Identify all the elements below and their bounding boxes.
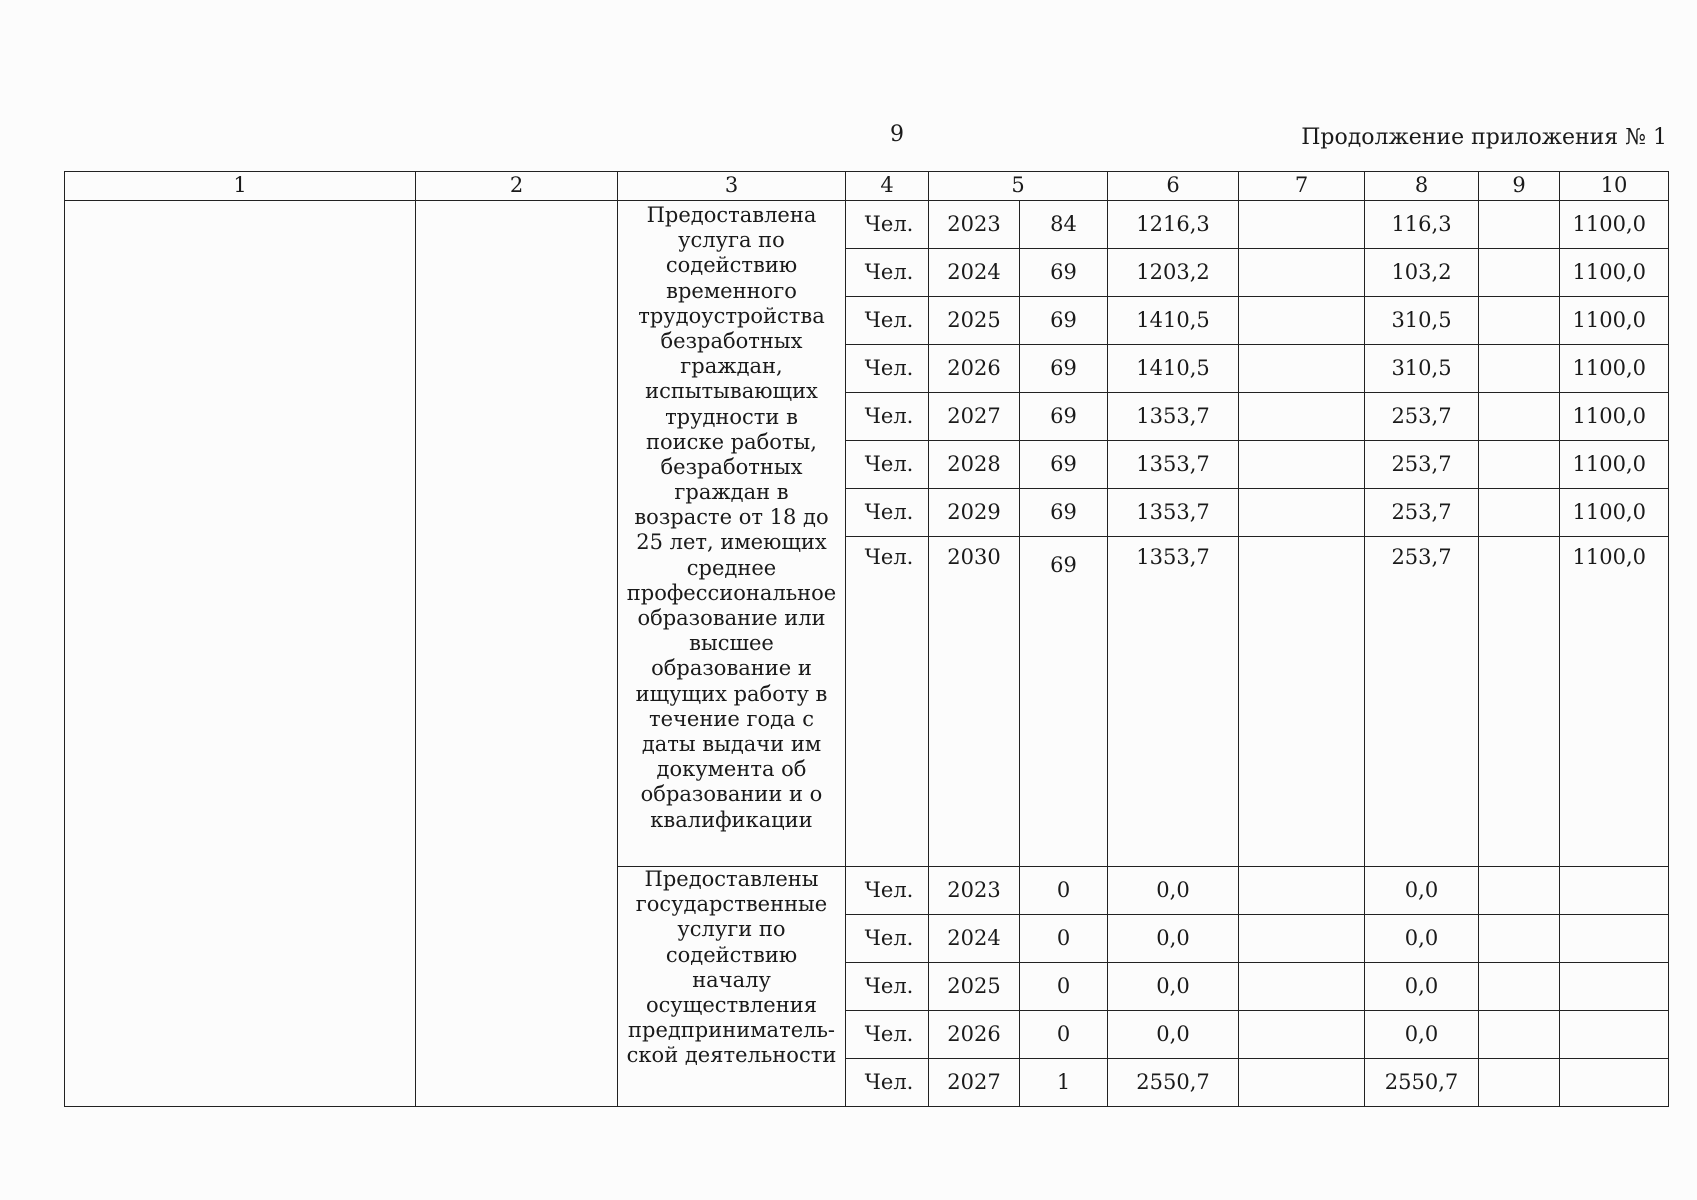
unit-cell: Чел. [846, 1011, 929, 1059]
unit-cell: Чел. [846, 201, 929, 249]
year-cell: 2027 [929, 1059, 1020, 1107]
column-2-cell [416, 201, 618, 1107]
unit-cell: Чел. [846, 297, 929, 345]
column-number: 7 [1239, 172, 1365, 201]
column-9-cell [1479, 915, 1560, 963]
column-8-cell: 310,5 [1365, 345, 1479, 393]
column-9-cell [1479, 441, 1560, 489]
unit-cell: Чел. [846, 1059, 929, 1107]
value-cell: 0 [1020, 867, 1108, 915]
column-10-cell: 1100,0 [1560, 537, 1669, 867]
year-cell: 2024 [929, 249, 1020, 297]
value-cell: 1 [1020, 1059, 1108, 1107]
value-cell: 84 [1020, 201, 1108, 249]
column-8-cell: 0,0 [1365, 867, 1479, 915]
column-9-cell [1479, 393, 1560, 441]
column-9-cell [1479, 297, 1560, 345]
value-cell: 0 [1020, 1011, 1108, 1059]
column-7-cell [1239, 489, 1365, 537]
column-8-cell: 0,0 [1365, 1011, 1479, 1059]
value-cell: 69 [1020, 345, 1108, 393]
unit-cell: Чел. [846, 867, 929, 915]
column-number: 3 [618, 172, 846, 201]
unit-cell: Чел. [846, 537, 929, 867]
column-number: 1 [65, 172, 416, 201]
column-7-cell [1239, 345, 1365, 393]
total-cell: 1353,7 [1108, 393, 1239, 441]
unit-cell: Чел. [846, 393, 929, 441]
column-number: 6 [1108, 172, 1239, 201]
column-number: 8 [1365, 172, 1479, 201]
column-8-cell: 0,0 [1365, 963, 1479, 1011]
column-10-cell: 1100,0 [1560, 297, 1669, 345]
column-8-cell: 0,0 [1365, 915, 1479, 963]
appendix-label: Продолжение приложения № 1 [1301, 125, 1667, 150]
column-10-cell [1560, 1059, 1669, 1107]
column-10-cell [1560, 867, 1669, 915]
year-cell: 2029 [929, 489, 1020, 537]
total-cell: 0,0 [1108, 963, 1239, 1011]
column-7-cell [1239, 1059, 1365, 1107]
column-8-cell: 116,3 [1365, 201, 1479, 249]
column-number: 2 [416, 172, 618, 201]
value-cell: 69 [1020, 393, 1108, 441]
column-7-cell [1239, 867, 1365, 915]
column-9-cell [1479, 537, 1560, 867]
year-cell: 2026 [929, 345, 1020, 393]
year-cell: 2030 [929, 537, 1020, 867]
column-7-cell [1239, 393, 1365, 441]
total-cell: 1410,5 [1108, 297, 1239, 345]
value-cell: 69 [1020, 297, 1108, 345]
column-10-cell [1560, 915, 1669, 963]
total-cell: 2550,7 [1108, 1059, 1239, 1107]
year-cell: 2023 [929, 867, 1020, 915]
total-cell: 0,0 [1108, 915, 1239, 963]
page-number: 9 [890, 122, 904, 147]
year-cell: 2025 [929, 297, 1020, 345]
total-cell: 1353,7 [1108, 537, 1239, 867]
column-8-cell: 253,7 [1365, 393, 1479, 441]
total-cell: 1353,7 [1108, 489, 1239, 537]
year-cell: 2027 [929, 393, 1020, 441]
column-numbers-row [65, 172, 1669, 201]
column-7-cell [1239, 1011, 1365, 1059]
column-7-cell [1239, 201, 1365, 249]
column-8-cell: 253,7 [1365, 489, 1479, 537]
value-cell: 69 [1020, 441, 1108, 489]
column-7-cell [1239, 297, 1365, 345]
total-cell: 0,0 [1108, 1011, 1239, 1059]
year-cell: 2023 [929, 201, 1020, 249]
unit-cell: Чел. [846, 489, 929, 537]
total-cell: 1410,5 [1108, 345, 1239, 393]
column-10-cell: 1100,0 [1560, 441, 1669, 489]
column-8-cell: 2550,7 [1365, 1059, 1479, 1107]
column-10-cell: 1100,0 [1560, 345, 1669, 393]
unit-cell: Чел. [846, 345, 929, 393]
year-cell: 2024 [929, 915, 1020, 963]
value-cell: 0 [1020, 915, 1108, 963]
column-number: 10 [1560, 172, 1669, 201]
year-cell: 2028 [929, 441, 1020, 489]
value-cell: 69 [1020, 249, 1108, 297]
year-cell: 2026 [929, 1011, 1020, 1059]
column-9-cell [1479, 249, 1560, 297]
unit-cell: Чел. [846, 249, 929, 297]
column-7-cell [1239, 249, 1365, 297]
year-cell: 2025 [929, 963, 1020, 1011]
column-number: 9 [1479, 172, 1560, 201]
column-10-cell [1560, 963, 1669, 1011]
total-cell: 0,0 [1108, 867, 1239, 915]
column-9-cell [1479, 867, 1560, 915]
appendix-table [64, 171, 1669, 1107]
indicator-description: Предоставлены государственные услуги по содействию началу осуществления предприниматель-ской деятельности [618, 867, 846, 1107]
column-10-cell: 1100,0 [1560, 201, 1669, 249]
column-7-cell [1239, 441, 1365, 489]
value-cell: 0 [1020, 963, 1108, 1011]
column-7-cell [1239, 915, 1365, 963]
column-9-cell [1479, 963, 1560, 1011]
column-8-cell: 253,7 [1365, 537, 1479, 867]
column-10-cell: 1100,0 [1560, 249, 1669, 297]
total-cell: 1203,2 [1108, 249, 1239, 297]
total-cell: 1216,3 [1108, 201, 1239, 249]
value-cell: 69 [1020, 537, 1108, 867]
column-number: 4 [846, 172, 929, 201]
indicator-description: Предоставлена услуга по содействию временного трудоустройства безработных граждан, испытывающих трудности в поиске работы, безработных граждан в возрасте от 18 до 25 лет, имеющих среднее профессиональное образование или высшее образование и ищущих работу в течение года с даты выдачи им документа об образовании и о квалификации [618, 201, 846, 867]
value-cell: 69 [1020, 489, 1108, 537]
column-9-cell [1479, 1011, 1560, 1059]
table-row [65, 201, 1669, 249]
column-8-cell: 310,5 [1365, 297, 1479, 345]
column-1-cell [65, 201, 416, 1107]
column-8-cell: 253,7 [1365, 441, 1479, 489]
column-number: 5 [929, 172, 1108, 201]
unit-cell: Чел. [846, 963, 929, 1011]
column-9-cell [1479, 201, 1560, 249]
table-body [65, 172, 1669, 1107]
unit-cell: Чел. [846, 915, 929, 963]
column-9-cell [1479, 1059, 1560, 1107]
column-8-cell: 103,2 [1365, 249, 1479, 297]
unit-cell: Чел. [846, 441, 929, 489]
column-9-cell [1479, 345, 1560, 393]
column-10-cell: 1100,0 [1560, 489, 1669, 537]
column-10-cell: 1100,0 [1560, 393, 1669, 441]
column-9-cell [1479, 489, 1560, 537]
column-10-cell [1560, 1011, 1669, 1059]
column-7-cell [1239, 537, 1365, 867]
total-cell: 1353,7 [1108, 441, 1239, 489]
column-7-cell [1239, 963, 1365, 1011]
